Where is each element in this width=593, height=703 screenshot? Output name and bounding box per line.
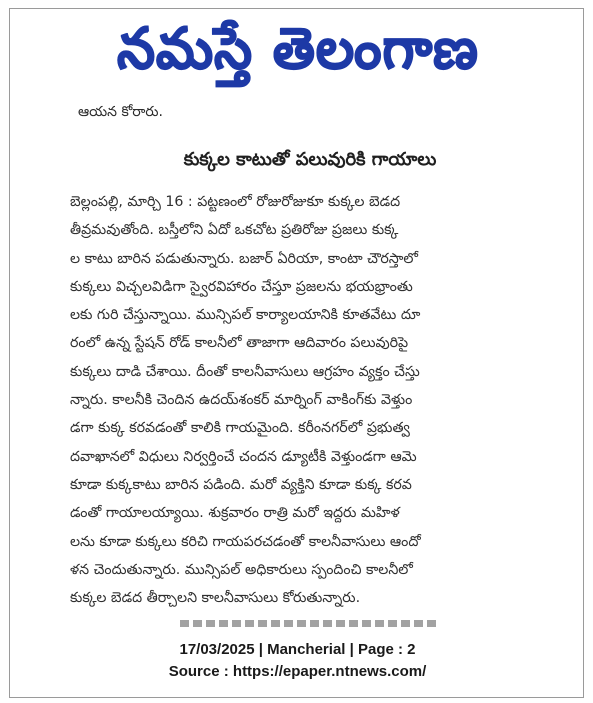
- masthead: [18, 13, 577, 97]
- article-line: కూడా కుక్కకాటు బారిన పడింది. మరో వ్యక్తిని కూడా కుక్క కరవ: [70, 476, 412, 493]
- footer-source-link[interactable]: Source : https://epaper.ntnews.com/: [168, 663, 427, 680]
- article-line: ల కాటు బారిన పడుతున్నారు. బజార్ ఏరియా, కాంటా చౌరస్తాలో: [70, 250, 418, 267]
- masthead-title: నమస్తే తెలంగాణ: [116, 14, 479, 81]
- article-line: రంలో ఉన్న స్టేషన్ రోడ్ కాలనీలో తాజాగా ఆదివారం పలువురిపై: [70, 335, 409, 352]
- epaper-clipping: [9, 8, 584, 698]
- article-line: కుక్కలు విచ్చలవిడిగా స్వైరవిహారం చేస్తూ ప్రజలను భయభ్రాంతు: [70, 278, 413, 295]
- article-line: కుక్కల బెడద తీర్చాలని కాలనీవాసులు కోరుతున్నారు.: [70, 590, 361, 607]
- article-line: దవాఖానలో విధులు నిర్వర్తించే చందన డ్యూటీకి వెళ్తుండగా ఆమె: [70, 448, 417, 465]
- previous-article-tail: ఆయన కోరారు.: [78, 104, 163, 120]
- article-line: న్నారు. కాలనీకి చెందిన ఉదయ్‌శంకర్ మార్నింగ్ వాకింగ్‌కు వెళ్తుం: [70, 392, 413, 409]
- article-line: కుక్కలు దాడి చేశాయి. దీంతో కాలనీవాసులు ఆగ్రహం వ్యక్తం చేస్తు: [70, 363, 420, 380]
- article-line: లను కూడా కుక్కలు కరిచి గాయపరచడంతో కాలనీవాసులు ఆందో: [70, 533, 421, 550]
- source-footer: [10, 639, 585, 683]
- article-line: లకు గురి చేస్తున్నాయి. మున్సిపల్ కార్యాలయానికి కూతవేటు దూ: [70, 307, 421, 324]
- article-headline: కుక్కల కాటుతో పలువురికి గాయాలు: [183, 149, 437, 170]
- article-line: బెల్లంపల్లి, మార్చి 16 : పట్టణంలో రోజురోజుకూ కుక్కల బెడద: [70, 194, 401, 210]
- cut-off-next-headline: [180, 620, 440, 627]
- article-clip: [60, 104, 560, 627]
- article-line: డగా కుక్క కరవడంతో కాలికి గాయమైంది. కరీంనగర్‌లో ప్రభుత్వ: [70, 420, 410, 437]
- footer-date-edition-page: 17/03/2025 | Mancherial | Page : 2: [179, 641, 416, 658]
- article-line: తీవ్రమవుతోంది. బస్తీలోని ఏదో ఒకచోట ప్రతిరోజు ప్రజలు కుక్క: [70, 222, 399, 239]
- article-line: ళన చెందుతున్నారు. మున్సిపల్ అధికారులు స్పందించి కాలనీలో: [70, 561, 413, 578]
- article-line: డంతో గాయాలయ్యాయి. శుక్రవారం రాత్రి మరో ఇద్దరు మహిళ: [70, 505, 400, 522]
- article-body: [70, 188, 558, 612]
